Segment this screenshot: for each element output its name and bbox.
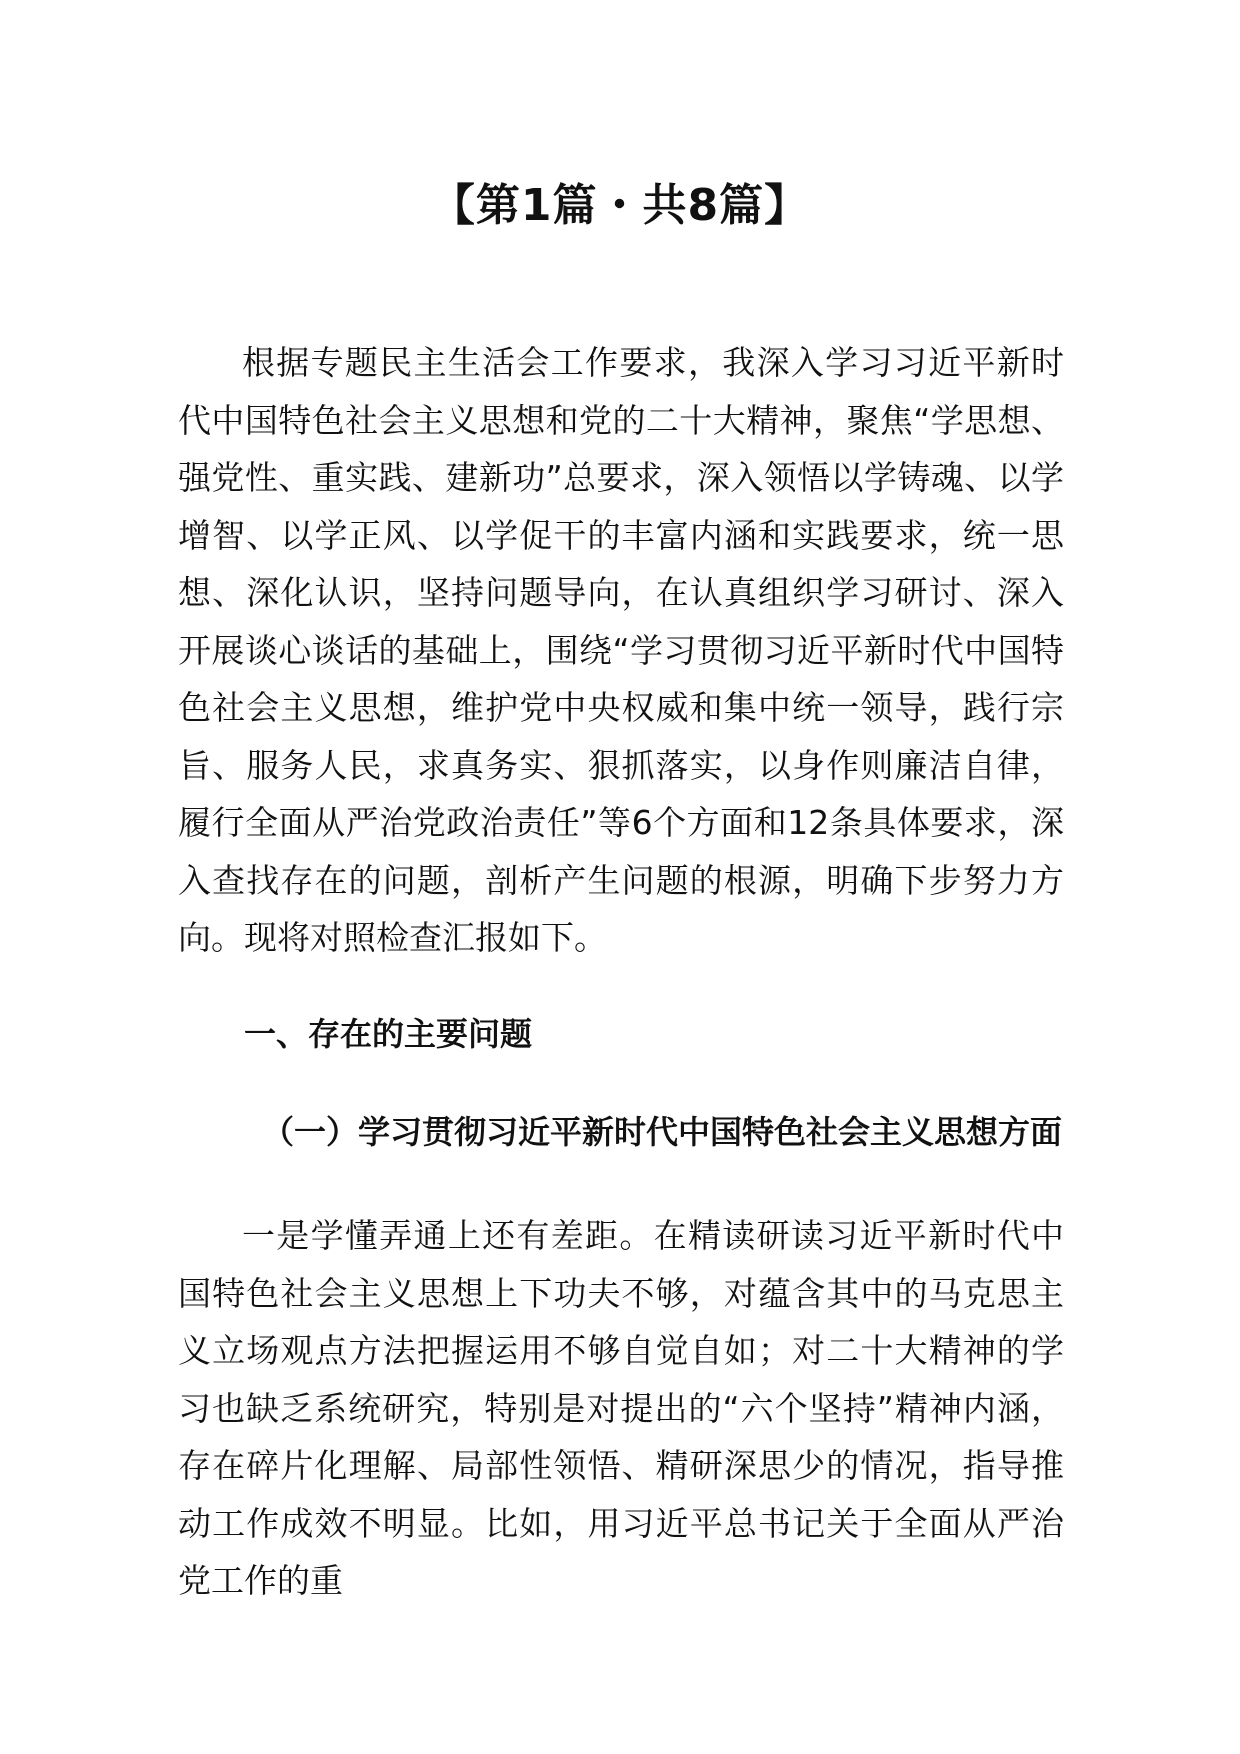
subsection-heading: （一）学习贯彻习近平新时代中国特色社会主义思想方面 — [262, 1113, 1063, 1151]
document-title: 【第1篇・共8篇】 — [430, 180, 810, 231]
section-heading: 一、存在的主要问题 — [244, 1015, 533, 1053]
body-paragraph: 一是学懂弄通上还有差距。在精读研读习近平新时代中国特色社会主义思想上下功夫不够，对蕴含其中的马克思主义立场观点方法把握运用不够自觉自如；对二十大精神的学习也缺乏系统研究，特别是对提出的“六个坚持”精神内涵，存在碎片化理解、局部性领悟、精研深思少的情况，指导推动工作成效不明显。比如，用习近平总书记关于全面从严治党工作的重 — [178, 1216, 1064, 1600]
intro-paragraph: 根据专题民主生活会工作要求，我深入学习习近平新时代中国特色社会主义思想和党的二十大精神，聚焦“学思想、强党性、重实践、建新功”总要求，深入领悟以学铸魂、以学增智、以学正风、以学促干的丰富内涵和实践要求，统一思想、深化认识，坚持问题导向，在认真组织学习研讨、深入开展谈心谈话的基础上，围绕“学习贯彻习近平新时代中国特色社会主义思想，维护党中央权威和集中统一领导，践行宗旨、服务人民，求真务实、狠抓落实，以身作则廉洁自律，履行全面从严治党政治责任”等6个方面和12条具体要求，深入查找存在的问题，剖析产生问题的根源，明确下步努力方向。现将对照检查汇报如下。 — [178, 343, 1064, 957]
